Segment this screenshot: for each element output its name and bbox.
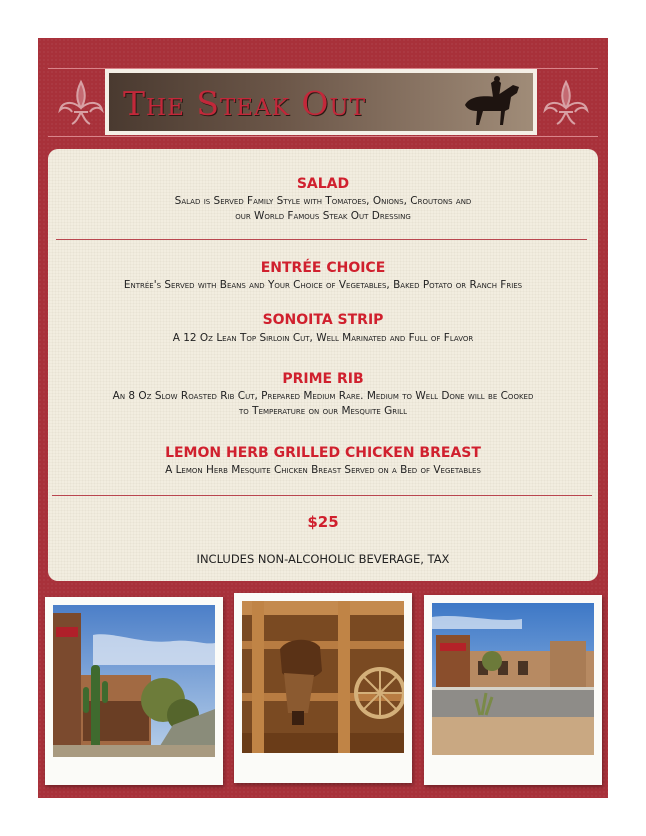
logo-title: The Steak Out (123, 84, 367, 123)
sonoita-heading: SONOITA STRIP (262, 312, 384, 328)
salad-heading: SALAD (296, 176, 350, 192)
entree-desc: Entrée's Served with Beans and Your Choice of Vegetables, Baked Potato or Ranch Fries (123, 279, 523, 291)
menu-panel (48, 149, 598, 581)
salad-desc-line1: Salad is Served Family Style with Tomatoes, Onions, Croutons and (174, 195, 472, 207)
horse-rider-icon (459, 75, 529, 129)
fleur-de-lis-icon (56, 78, 106, 128)
price: $25 (307, 513, 339, 531)
prime-rib-desc-line2: to Temperature on our Mesquite Grill (239, 405, 407, 417)
entree-heading: ENTRÉE CHOICE (260, 260, 386, 276)
prime-rib-heading: PRIME RIB (282, 371, 364, 387)
header-rule-bottom (48, 136, 598, 137)
section-divider (56, 239, 587, 240)
chicken-heading: LEMON HERB GRILLED CHICKEN BREAST (165, 445, 481, 461)
chicken-desc: A Lemon Herb Mesquite Chicken Breast Served on a Bed of Vegetables (165, 464, 481, 476)
photo-building (424, 595, 602, 785)
restaurant-logo (105, 69, 537, 135)
exterior-photo-image (53, 605, 215, 757)
sonoita-desc: A 12 Oz Lean Top Sirloin Cut, Well Marinated and Full of Flavor (172, 332, 474, 344)
salad-desc-line2: our World Famous Steak Out Dressing (235, 210, 411, 222)
interior-photo-image (242, 601, 404, 753)
prime-rib-desc-line1: An 8 Oz Slow Roasted Rib Cut, Prepared Medium Rare. Medium to Well Done will be Cooked (112, 390, 534, 402)
building-photo-image (432, 603, 594, 755)
section-divider (52, 495, 592, 496)
photo-exterior (45, 597, 223, 785)
fleur-de-lis-icon (541, 78, 591, 128)
photo-interior (234, 593, 412, 783)
includes-note: INCLUDES NON-ALCOHOLIC BEVERAGE, TAX (196, 552, 450, 566)
